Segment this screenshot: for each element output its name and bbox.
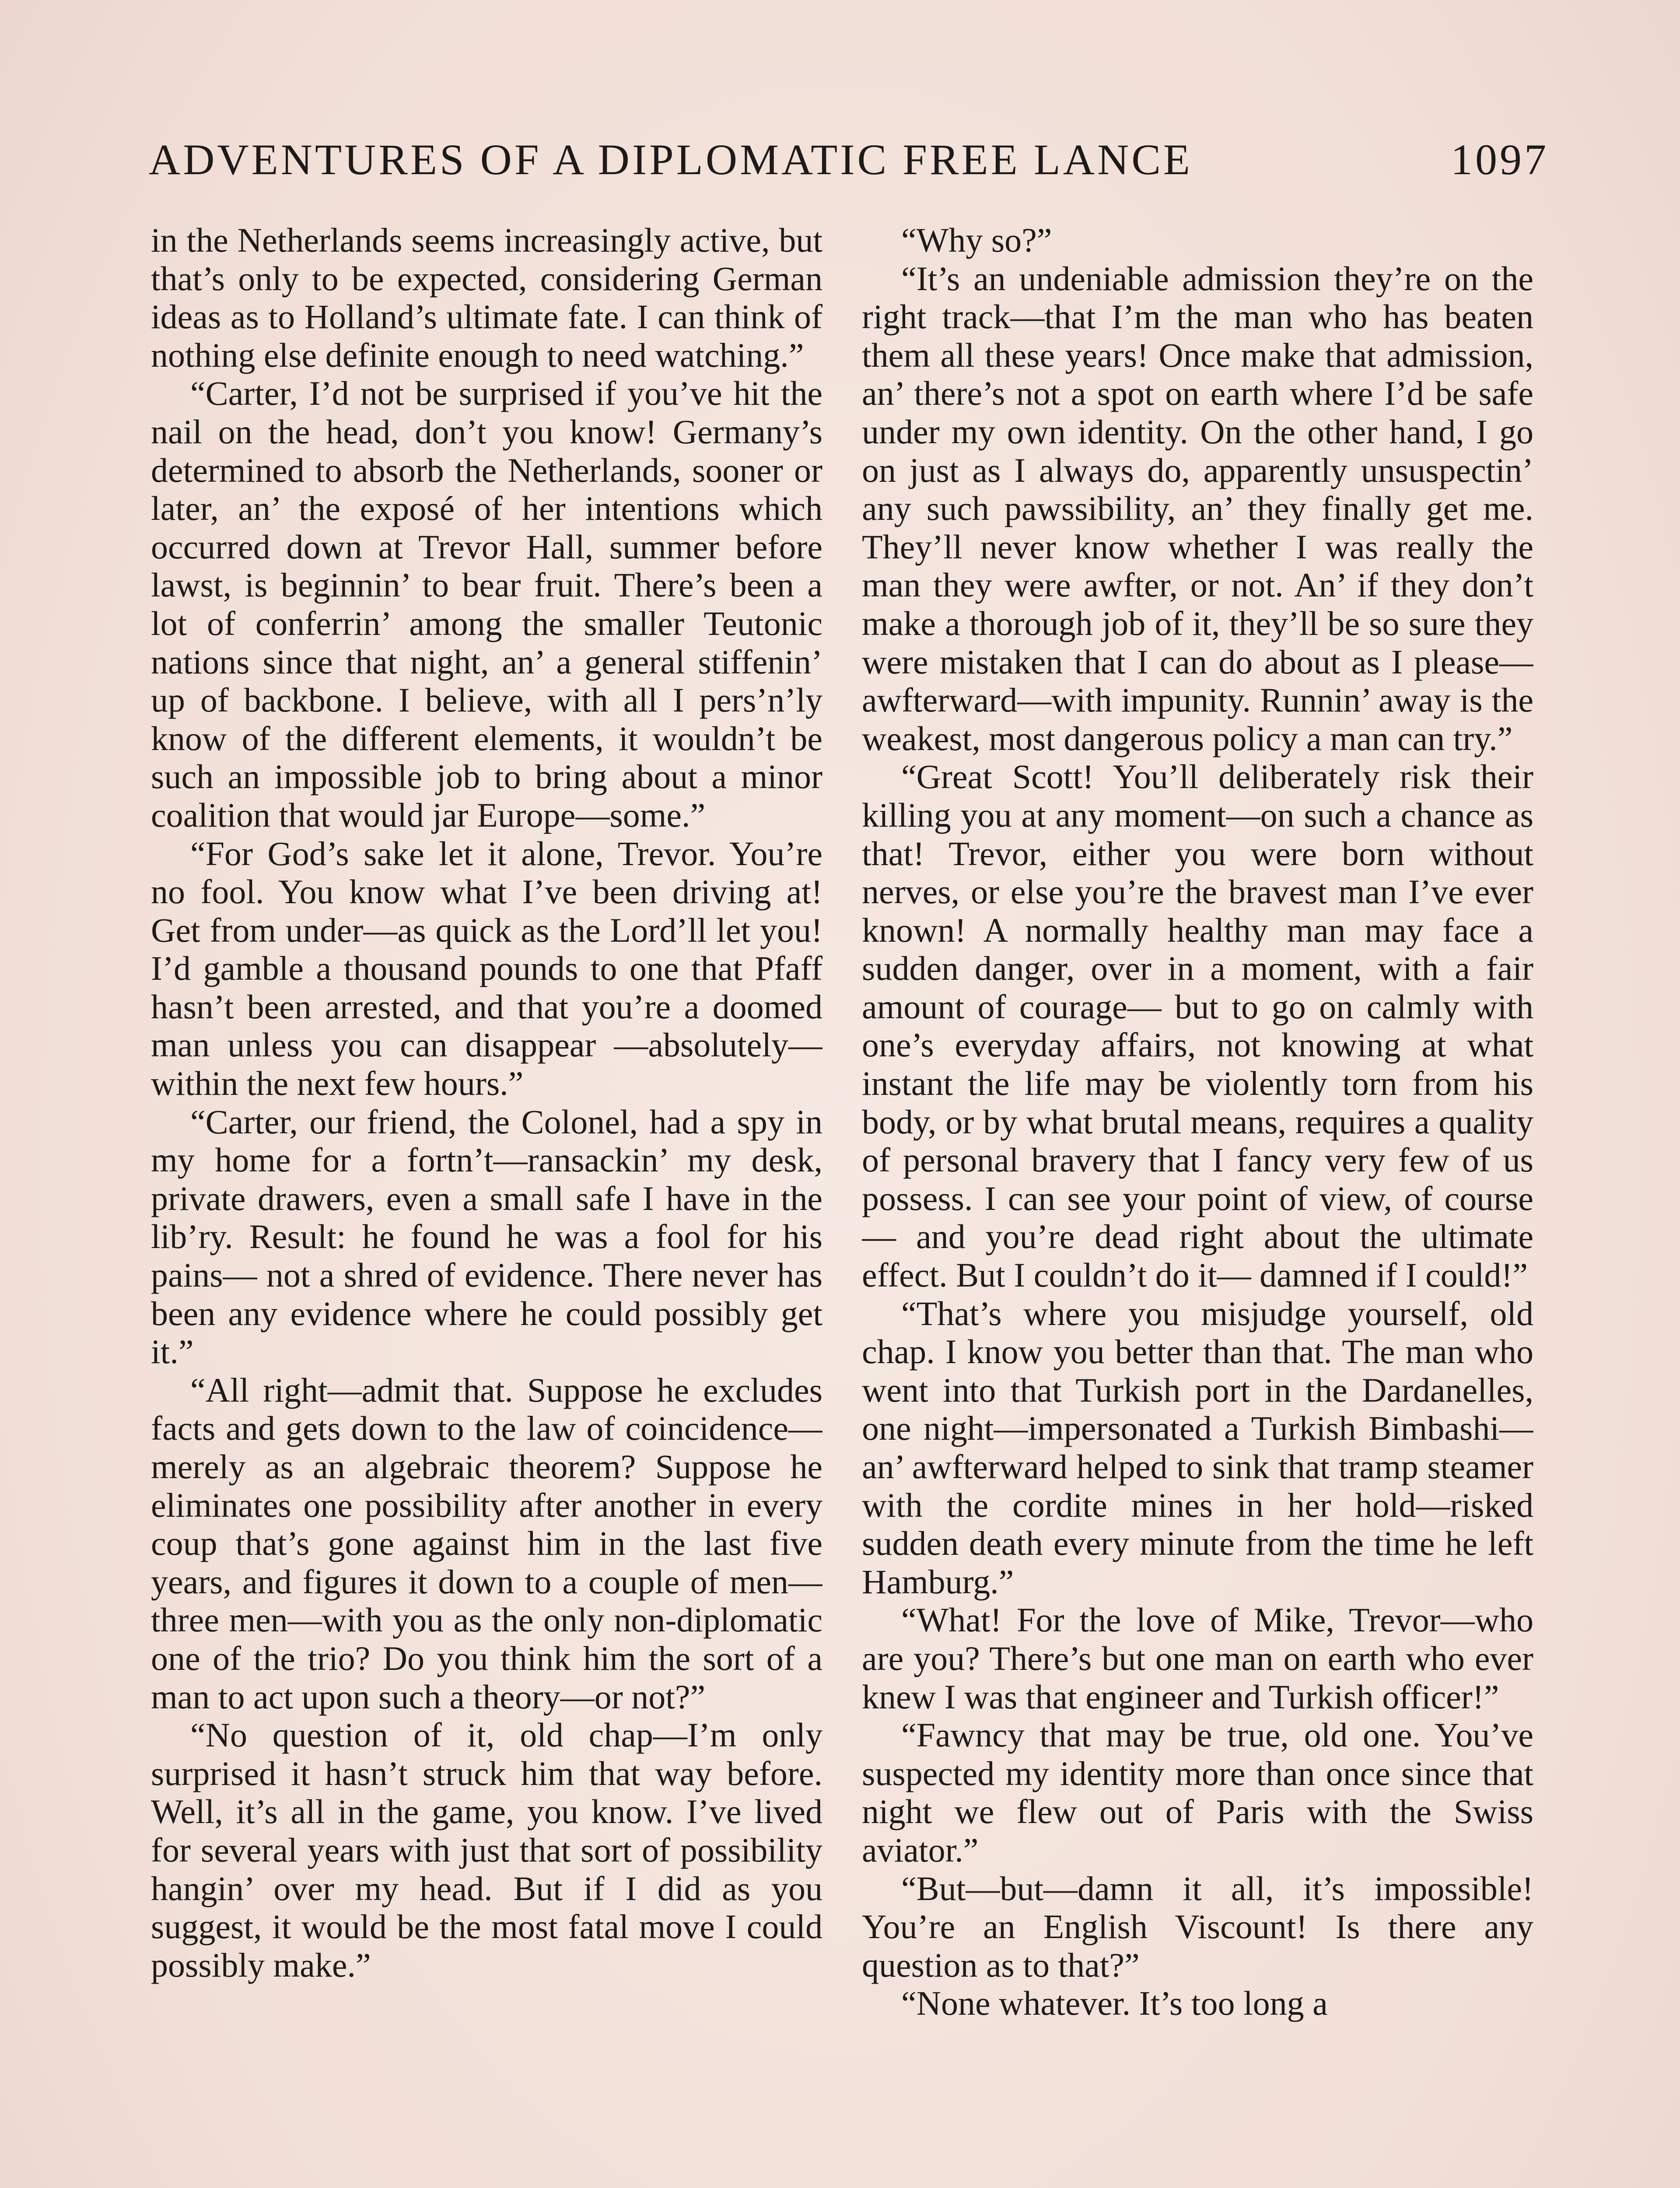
paragraph: “No question of it, old chap—I’m only surprised it hasn’t struck him that way before. Well, it’s all in the game, you know. I’ve lived for several years with just that sort of possibility hangin’ over my head. But if I did as you suggest, it would be the most fatal move I could possibly make.” — [151, 1716, 822, 1984]
paragraph: “Carter, our friend, the Colonel, had a spy in my home for a fortn’t—ransackin’ my desk, private drawers, even a small safe I have in the lib’ry. Result: he found he was a fool for his pains— not a shred of evidence. There never has been any evidence where he could possibly get it.” — [151, 1102, 822, 1371]
paragraph: “It’s an undeniable admission they’re on the right track—that I’m the man who has beaten them all these years! Once make that admission, an’ there’s not a spot on earth where I’d be safe under my own identity. On the other hand, I go on just as I always do, apparently unsuspectin’ any such pawssibility, an’ they finally get me. They’ll never know whether I was really the man they were awfter, or not. An’ if they don’t make a thorough job of it, they’ll be so sure they were mistaken that I can do about as I please—awfterward—with impunity. Runnin’ away is the weakest, most dangerous policy a man can try.” — [862, 259, 1533, 757]
paragraph: “But—but—damn it all, it’s impossible! You’re an English Viscount! Is there any question as to that?” — [862, 1869, 1533, 1984]
left-column — [151, 221, 822, 2188]
paragraph: “Fawncy that may be true, old one. You’ve suspected my identity more than once since that night we flew out of Paris with the Swiss aviator.” — [862, 1716, 1533, 1869]
paragraph: in the Netherlands seems increasingly active, but that’s only to be expected, considering German ideas as to Holland’s ultimate fate. I can think of nothing else definite enough to need watching.” — [151, 221, 822, 374]
running-head — [149, 127, 1549, 193]
paragraph: “None whatever. It’s too long a — [901, 1984, 1328, 2023]
paragraph: “All right—admit that. Suppose he excludes facts and gets down to the law of coincidence—merely as an algebraic theorem? Suppose he eliminates one possibility after another in every coup that’s gone against him in the last five years, and figures it down to a couple of men—three men—with you as the only non-diplomatic one of the trio? Do you think him the sort of a man to act upon such a theory—or not?” — [151, 1371, 822, 1716]
paragraph: “Carter, I’d not be surprised if you’ve hit the nail on the head, don’t you know! Germany’s determined to absorb the Netherlands, sooner or later, an’ the exposé of her intentions which occurred down at Trevor Hall, summer before lawst, is beginnin’ to bear fruit. There’s been a lot of conferrin’ among the smaller Teutonic nations since that night, an’ a general stiffenin’ up of backbone. I believe, with all I pers’n’ly know of the different elements, it wouldn’t be such an impossible job to bring about a minor coalition that would jar Europe—some.” — [151, 374, 822, 834]
running-head-title: ADVENTURES OF A DIPLOMATIC FREE LANCE — [149, 135, 1193, 184]
page-number: 1097 — [1451, 135, 1549, 184]
paragraph: “Great Scott! You’ll deliberately risk their killing you at any moment—on such a chance as that! Trevor, either you were born without nerves, or else you’re the bravest man I’ve ever known! A normally healthy man may face a sudden danger, over in a moment, with a fair amount of courage— but to go on calmly with one’s everyday affairs, not knowing at what instant the life may be violently torn from his body, or by what brutal means, requires a quality of personal bravery that I fancy very few of us possess. I can see your point of view, of course— and you’re dead right about the ultimate effect. But I couldn’t do it— damned if I could!” — [862, 757, 1533, 1294]
right-column — [862, 221, 1533, 2188]
paragraph: “That’s where you misjudge yourself, old chap. I know you better than that. The man who went into that Turkish port in the Dardanelles, one night—impersonated a Turkish Bimbashi— an’ awfterward helped to sink that tramp steamer with the cordite mines in her hold—risked sudden death every minute from the time he left Hamburg.” — [862, 1294, 1533, 1601]
paragraph: “What! For the love of Mike, Trevor—who are you? There’s but one man on earth who ever knew I was that engineer and Turkish officer!” — [862, 1601, 1533, 1716]
paragraph: “Why so?” — [901, 221, 1052, 259]
paragraph: “For God’s sake let it alone, Trevor. You’re no fool. You know what I’ve been driving at! Get from under—as quick as the Lord’ll let you! I’d gamble a thousand pounds to one that Pfaff hasn’t been arrested, and that you’re a doomed man unless you can disappear —absolutely—within the next few hours.” — [151, 834, 822, 1103]
